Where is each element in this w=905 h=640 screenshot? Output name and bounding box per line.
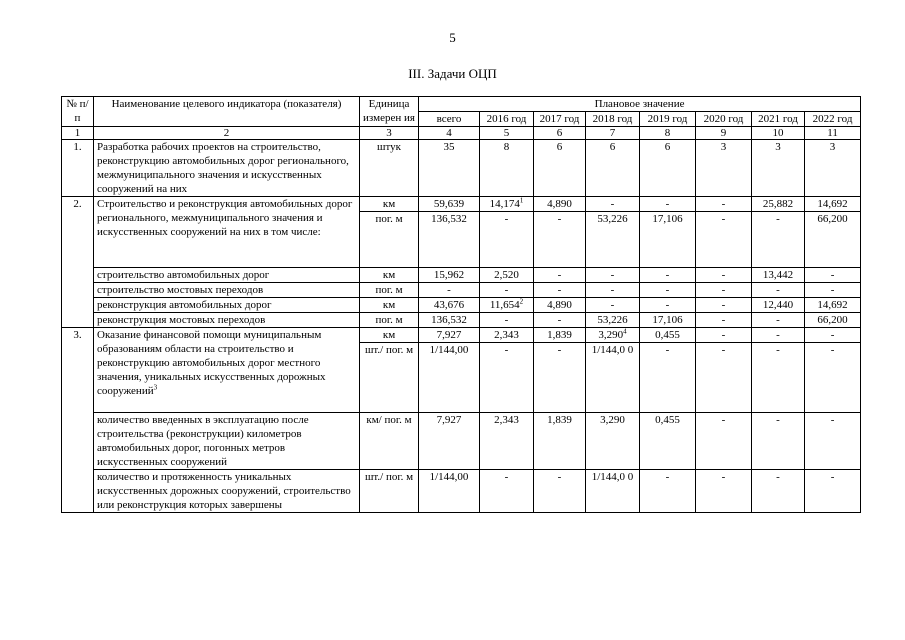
footnote-mark: 1	[519, 196, 524, 205]
cell-value: -	[640, 283, 696, 298]
cell-value: -	[752, 313, 805, 328]
cell-value-text: 11,654	[489, 299, 520, 311]
cell-value: -	[480, 470, 534, 513]
cell-value: 2,520	[480, 268, 534, 283]
cell-value: 66,200	[805, 313, 861, 328]
row-name	[94, 328, 360, 413]
cell-value: -	[752, 343, 805, 413]
cell-value: 3,290	[586, 413, 640, 470]
header-year: 2016 год	[480, 112, 534, 127]
cell-value: -	[752, 283, 805, 298]
cell-value: 4,890	[534, 298, 586, 313]
cell-value: 7,927	[419, 328, 480, 343]
cell-value: -	[805, 268, 861, 283]
cell-value: -	[640, 268, 696, 283]
row-name: количество и протяженность уникальных искусственных дорожных сооружений, строительство или реконструкция которых завершены	[94, 470, 360, 513]
cell-value: 1/144,0 0	[586, 343, 640, 413]
cell-value: -	[586, 283, 640, 298]
cell-value: -	[640, 298, 696, 313]
header-year: 2017 год	[534, 112, 586, 127]
column-index: 4	[419, 127, 480, 140]
cell-value: 1,839	[534, 413, 586, 470]
row-num: 3.	[62, 328, 94, 513]
cell-value: 136,532	[419, 313, 480, 328]
cell-value: 14,692	[805, 298, 861, 313]
cell-value: -	[534, 268, 586, 283]
table-row	[62, 413, 861, 470]
row-unit: км	[360, 268, 419, 283]
row-unit: пог. м	[360, 212, 419, 268]
table-row	[62, 328, 861, 343]
row-unit: км	[360, 298, 419, 313]
cell-value: 2,343	[480, 413, 534, 470]
cell-value: 15,962	[419, 268, 480, 283]
row-name: строительство автомобильных дорог	[94, 268, 360, 283]
cell-value: -	[805, 413, 861, 470]
cell-value: -	[696, 328, 752, 343]
column-index: 10	[752, 127, 805, 140]
cell-value: -	[480, 212, 534, 268]
cell-value: 59,639	[419, 197, 480, 212]
column-index: 8	[640, 127, 696, 140]
cell-value	[480, 298, 534, 313]
cell-value	[480, 197, 534, 212]
cell-value: 4,890	[534, 197, 586, 212]
row-unit: штук	[360, 140, 419, 197]
cell-value: -	[752, 470, 805, 513]
header-name: Наименование целевого индикатора (показателя)	[94, 97, 360, 127]
row-unit: пог. м	[360, 313, 419, 328]
cell-value: 3	[805, 140, 861, 197]
cell-value: -	[534, 283, 586, 298]
header-total: всего	[419, 112, 480, 127]
row-unit: км	[360, 197, 419, 212]
header-plan: Плановое значение	[419, 97, 861, 112]
cell-value: 13,442	[752, 268, 805, 283]
cell-value: 17,106	[640, 313, 696, 328]
cell-value: -	[480, 313, 534, 328]
row-name: строительство мостовых переходов	[94, 283, 360, 298]
footnote-mark: 2	[519, 297, 524, 306]
cell-value: 1/144,0 0	[586, 470, 640, 513]
row-name: реконструкция мостовых переходов	[94, 313, 360, 328]
cell-value: 66,200	[805, 212, 861, 268]
cell-value: -	[586, 298, 640, 313]
cell-value: 1/144,00	[419, 470, 480, 513]
cell-value: -	[696, 413, 752, 470]
cell-value: -	[586, 197, 640, 212]
cell-value: -	[640, 343, 696, 413]
header-row-1	[62, 97, 861, 112]
header-year: 2022 год	[805, 112, 861, 127]
cell-value: 12,440	[752, 298, 805, 313]
cell-value: -	[696, 283, 752, 298]
row-name: Строительство и реконструкция автомобильных дорог регионального, межмуниципального значения и искусственных сооружений на них в том числе:	[94, 197, 360, 268]
document-title: III. Задачи ОЦП	[408, 66, 497, 81]
cell-value: -	[640, 197, 696, 212]
column-index: 3	[360, 127, 419, 140]
page-number: 5	[449, 30, 456, 45]
cell-value: 8	[480, 140, 534, 197]
cell-value	[586, 328, 640, 343]
cell-value: -	[696, 268, 752, 283]
cell-value: 0,455	[640, 328, 696, 343]
cell-value: -	[696, 197, 752, 212]
row-num: 1.	[62, 140, 94, 197]
cell-value: -	[752, 212, 805, 268]
cell-value: 25,882	[752, 197, 805, 212]
row-name: Разработка рабочих проектов на строительство, реконструкцию автомобильных дорог регионального, межмуниципального значения и искусственных сооружений на них	[94, 140, 360, 197]
cell-value: -	[805, 328, 861, 343]
table-row	[62, 313, 861, 328]
row-name: реконструкция автомобильных дорог	[94, 298, 360, 313]
row-name: количество введенных в эксплуатацию после строительства (реконструкции) километров автомобильных дорог, погонных метров искусственных сооружений	[94, 413, 360, 470]
row-num: 2.	[62, 197, 94, 328]
cell-value-text: 3,290	[598, 329, 624, 341]
cell-value: -	[640, 470, 696, 513]
cell-value: -	[534, 313, 586, 328]
row-unit: км	[360, 328, 419, 343]
cell-value: -	[419, 283, 480, 298]
cell-value: 7,927	[419, 413, 480, 470]
cell-value: -	[480, 283, 534, 298]
cell-value: 14,692	[805, 197, 861, 212]
cell-value: 3	[696, 140, 752, 197]
cell-value: -	[696, 313, 752, 328]
cell-value: 1/144,00	[419, 343, 480, 413]
indicators-table	[61, 96, 861, 513]
cell-value: -	[805, 470, 861, 513]
row-name-text: Оказание финансовой помощи муниципальным образованиям области на строительство и реконструкцию автомобильных дорог местного значения, уникальных искусственных дорожных сооружений	[97, 329, 326, 397]
cell-value: -	[696, 470, 752, 513]
column-index: 1	[62, 127, 94, 140]
column-index: 7	[586, 127, 640, 140]
cell-value: 17,106	[640, 212, 696, 268]
cell-value: 6	[534, 140, 586, 197]
table-row	[62, 197, 861, 212]
cell-value: -	[586, 268, 640, 283]
header-unit: Единица измерен ия	[360, 97, 419, 127]
column-index: 9	[696, 127, 752, 140]
table-row	[62, 470, 861, 513]
cell-value: -	[752, 328, 805, 343]
cell-value: -	[480, 343, 534, 413]
header-year: 2021 год	[752, 112, 805, 127]
cell-value: 3	[752, 140, 805, 197]
cell-value: 6	[586, 140, 640, 197]
table-row	[62, 140, 861, 197]
table-row	[62, 298, 861, 313]
cell-value: -	[534, 470, 586, 513]
row-unit: шт./ пог. м	[360, 343, 419, 413]
column-index: 5	[480, 127, 534, 140]
footnote-mark: 3	[153, 383, 158, 392]
cell-value: -	[534, 343, 586, 413]
cell-value: -	[534, 212, 586, 268]
cell-value: 43,676	[419, 298, 480, 313]
column-index: 2	[94, 127, 360, 140]
footnote-mark: 4	[623, 327, 627, 336]
cell-value: -	[805, 343, 861, 413]
cell-value: -	[696, 343, 752, 413]
cell-value: 53,226	[586, 212, 640, 268]
cell-value: 35	[419, 140, 480, 197]
header-num: № п/п	[62, 97, 94, 127]
cell-value: 2,343	[480, 328, 534, 343]
column-index: 6	[534, 127, 586, 140]
cell-value: 1,839	[534, 328, 586, 343]
row-unit: пог. м	[360, 283, 419, 298]
header-year: 2020 год	[696, 112, 752, 127]
table-row	[62, 268, 861, 283]
cell-value-text: 14,174	[489, 198, 520, 210]
header-year: 2019 год	[640, 112, 696, 127]
cell-value: 0,455	[640, 413, 696, 470]
cell-value: -	[696, 298, 752, 313]
table-row	[62, 283, 861, 298]
cell-value: -	[805, 283, 861, 298]
cell-value: 53,226	[586, 313, 640, 328]
header-year: 2018 год	[586, 112, 640, 127]
row-unit: км/ пог. м	[360, 413, 419, 470]
cell-value: 136,532	[419, 212, 480, 268]
column-index-row	[62, 127, 861, 140]
cell-value: 6	[640, 140, 696, 197]
column-index: 11	[805, 127, 861, 140]
row-unit: шт./ пог. м	[360, 470, 419, 513]
cell-value: -	[752, 413, 805, 470]
cell-value: -	[696, 212, 752, 268]
